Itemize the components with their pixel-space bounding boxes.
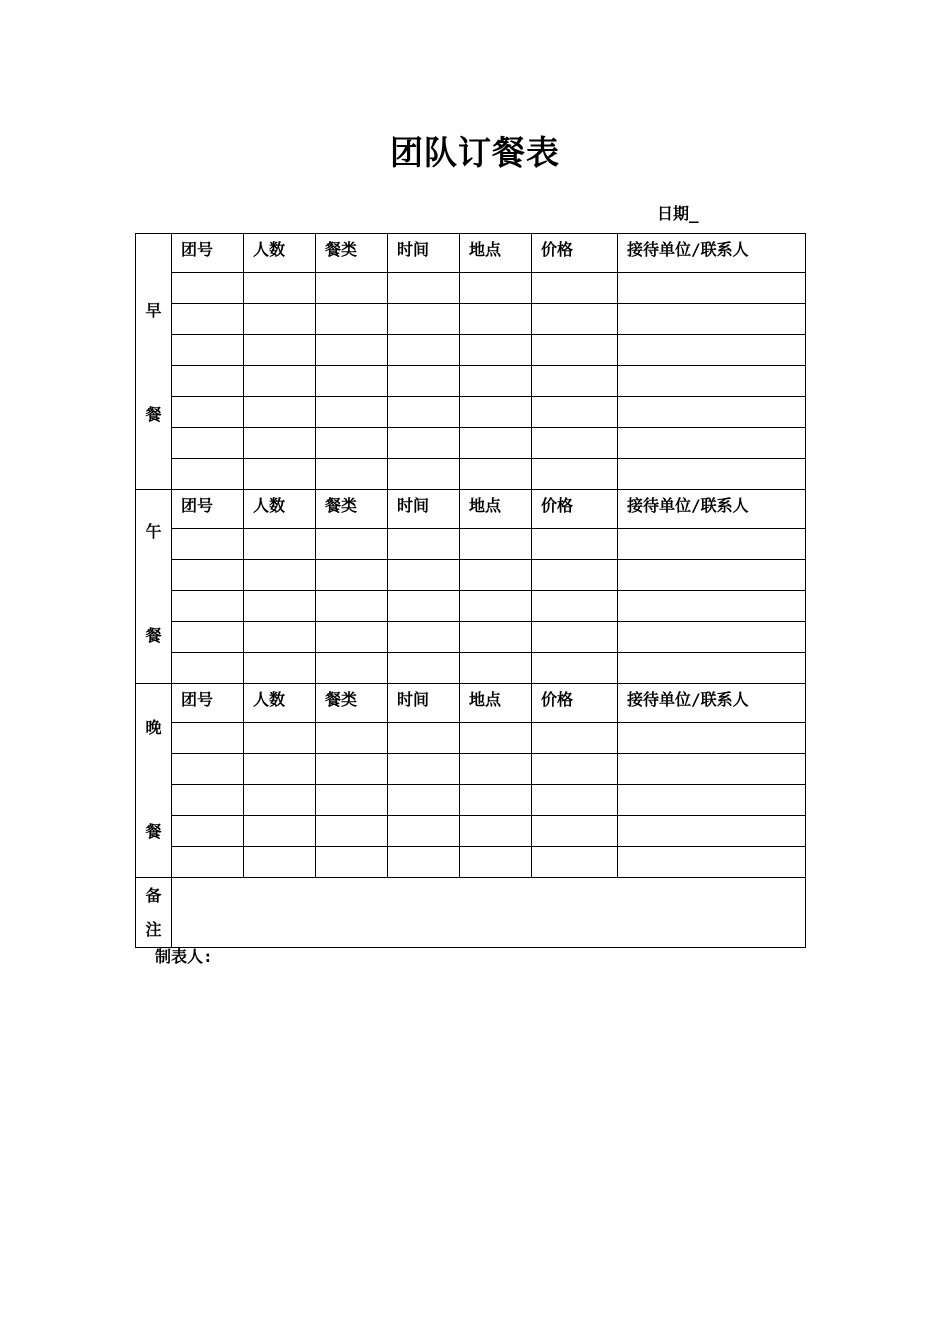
table-cell[interactable] xyxy=(316,273,388,304)
table-cell[interactable] xyxy=(316,622,388,653)
table-cell[interactable] xyxy=(618,754,806,785)
table-cell[interactable] xyxy=(388,304,460,335)
table-row xyxy=(136,653,806,684)
column-header: 地点 xyxy=(460,684,532,723)
table-cell[interactable] xyxy=(388,723,460,754)
table-cell[interactable] xyxy=(532,847,618,878)
table-cell[interactable] xyxy=(388,754,460,785)
table-row xyxy=(136,428,806,459)
column-header: 时间 xyxy=(388,490,460,529)
date-label: 日期_ xyxy=(657,204,699,223)
table-cell[interactable] xyxy=(244,304,316,335)
table-cell[interactable] xyxy=(388,847,460,878)
meal-label-dinner xyxy=(136,684,172,878)
table-cell[interactable] xyxy=(244,816,316,847)
table-cell[interactable] xyxy=(618,459,806,490)
table-cell[interactable] xyxy=(618,816,806,847)
table-cell[interactable] xyxy=(460,428,532,459)
table-cell[interactable] xyxy=(532,529,618,560)
table-row xyxy=(136,335,806,366)
table-cell[interactable] xyxy=(618,653,806,684)
column-header: 餐类 xyxy=(316,234,388,273)
table-cell[interactable] xyxy=(172,273,244,304)
table-row xyxy=(136,785,806,816)
table-cell[interactable] xyxy=(618,304,806,335)
meal-label-top: 晚 xyxy=(145,718,162,737)
table-cell[interactable] xyxy=(532,754,618,785)
column-header: 团号 xyxy=(172,490,244,529)
column-header: 价格 xyxy=(532,490,618,529)
table-cell[interactable] xyxy=(244,591,316,622)
table-cell[interactable] xyxy=(460,816,532,847)
table-cell[interactable] xyxy=(244,529,316,560)
table-cell[interactable] xyxy=(316,785,388,816)
table-cell[interactable] xyxy=(388,459,460,490)
table-cell[interactable] xyxy=(618,560,806,591)
table-cell[interactable] xyxy=(532,273,618,304)
table-cell[interactable] xyxy=(316,723,388,754)
table-cell[interactable] xyxy=(618,273,806,304)
meal-label-top: 早 xyxy=(145,301,162,320)
table-cell[interactable] xyxy=(244,428,316,459)
table-cell[interactable] xyxy=(316,335,388,366)
table-cell[interactable] xyxy=(172,847,244,878)
table-cell[interactable] xyxy=(244,397,316,428)
table-cell[interactable] xyxy=(388,529,460,560)
table-cell[interactable] xyxy=(316,428,388,459)
table-cell[interactable] xyxy=(460,847,532,878)
column-header: 时间 xyxy=(388,234,460,273)
table-cell[interactable] xyxy=(532,366,618,397)
table-cell[interactable] xyxy=(618,785,806,816)
table-cell[interactable] xyxy=(172,723,244,754)
page-title: 团队订餐表 xyxy=(390,133,560,172)
table-cell[interactable] xyxy=(460,754,532,785)
meal-label-bottom: 餐 xyxy=(145,822,162,841)
meal-label-lunch xyxy=(136,490,172,684)
table-row xyxy=(136,304,806,335)
table-cell[interactable] xyxy=(618,428,806,459)
table-cell[interactable] xyxy=(244,622,316,653)
table-row xyxy=(136,273,806,304)
table-row xyxy=(136,459,806,490)
table-cell[interactable] xyxy=(618,335,806,366)
table-cell[interactable] xyxy=(316,816,388,847)
notes-label xyxy=(136,878,172,948)
table-cell[interactable] xyxy=(244,560,316,591)
table-cell[interactable] xyxy=(244,847,316,878)
table-cell[interactable] xyxy=(388,397,460,428)
column-header: 人数 xyxy=(244,490,316,529)
table-cell[interactable] xyxy=(388,560,460,591)
table-cell[interactable] xyxy=(172,304,244,335)
table-cell[interactable] xyxy=(618,529,806,560)
table-cell[interactable] xyxy=(460,560,532,591)
table-cell[interactable] xyxy=(460,366,532,397)
table-cell[interactable] xyxy=(388,366,460,397)
table-cell[interactable] xyxy=(532,723,618,754)
table-cell[interactable] xyxy=(388,622,460,653)
table-cell[interactable] xyxy=(460,459,532,490)
table-cell[interactable] xyxy=(618,366,806,397)
meal-order-table xyxy=(135,233,806,948)
table-cell[interactable] xyxy=(460,653,532,684)
table-cell[interactable] xyxy=(388,273,460,304)
column-header: 人数 xyxy=(244,684,316,723)
column-header: 人数 xyxy=(244,234,316,273)
table-cell[interactable] xyxy=(532,397,618,428)
table-cell[interactable] xyxy=(460,397,532,428)
table-row xyxy=(136,754,806,785)
table-cell[interactable] xyxy=(460,304,532,335)
table-cell[interactable] xyxy=(244,785,316,816)
table-cell[interactable] xyxy=(532,591,618,622)
column-header: 地点 xyxy=(460,490,532,529)
column-header: 价格 xyxy=(532,684,618,723)
table-cell[interactable] xyxy=(388,785,460,816)
table-cell[interactable] xyxy=(460,785,532,816)
table-cell[interactable] xyxy=(388,591,460,622)
table-cell[interactable] xyxy=(172,754,244,785)
table-cell[interactable] xyxy=(388,653,460,684)
table-cell[interactable] xyxy=(316,754,388,785)
table-row xyxy=(136,397,806,428)
table-row xyxy=(136,816,806,847)
table-cell[interactable] xyxy=(532,816,618,847)
table-cell[interactable] xyxy=(460,723,532,754)
table-cell[interactable] xyxy=(172,591,244,622)
table-cell[interactable] xyxy=(172,335,244,366)
meal-label-bottom: 餐 xyxy=(145,405,162,424)
table-cell[interactable] xyxy=(244,366,316,397)
table-cell[interactable] xyxy=(172,816,244,847)
table-cell[interactable] xyxy=(316,560,388,591)
column-header: 接待单位/联系人 xyxy=(618,490,806,529)
section-header-row xyxy=(136,490,806,529)
table-cell[interactable] xyxy=(244,459,316,490)
table-cell[interactable] xyxy=(316,591,388,622)
table-cell[interactable] xyxy=(172,785,244,816)
table-cell[interactable] xyxy=(532,653,618,684)
table-cell[interactable] xyxy=(172,622,244,653)
table-cell[interactable] xyxy=(532,428,618,459)
table-cell[interactable] xyxy=(316,529,388,560)
table-maker-label: 制表人: xyxy=(155,947,213,966)
notes-field[interactable] xyxy=(172,878,806,948)
table-cell[interactable] xyxy=(532,560,618,591)
meal-label-bottom: 餐 xyxy=(145,626,162,645)
column-header: 餐类 xyxy=(316,490,388,529)
table-row xyxy=(136,622,806,653)
column-header: 餐类 xyxy=(316,684,388,723)
table-cell[interactable] xyxy=(316,653,388,684)
table-cell[interactable] xyxy=(532,335,618,366)
table-cell[interactable] xyxy=(532,622,618,653)
column-header: 时间 xyxy=(388,684,460,723)
table-cell[interactable] xyxy=(460,335,532,366)
table-cell[interactable] xyxy=(618,397,806,428)
table-cell[interactable] xyxy=(460,529,532,560)
table-cell[interactable] xyxy=(532,785,618,816)
column-header: 团号 xyxy=(172,684,244,723)
section-header-row xyxy=(136,234,806,273)
table-cell[interactable] xyxy=(172,366,244,397)
table-cell[interactable] xyxy=(460,622,532,653)
table-cell[interactable] xyxy=(532,304,618,335)
table-row xyxy=(136,591,806,622)
table-row xyxy=(136,529,806,560)
table-cell[interactable] xyxy=(388,335,460,366)
table-cell[interactable] xyxy=(618,847,806,878)
table-row xyxy=(136,560,806,591)
table-cell[interactable] xyxy=(244,273,316,304)
table-cell[interactable] xyxy=(172,560,244,591)
section-header-row xyxy=(136,684,806,723)
table-cell[interactable] xyxy=(532,459,618,490)
table-cell[interactable] xyxy=(244,723,316,754)
column-header: 接待单位/联系人 xyxy=(618,234,806,273)
table-cell[interactable] xyxy=(172,459,244,490)
notes-label-bottom: 注 xyxy=(145,920,162,939)
meal-label-breakfast xyxy=(136,234,172,490)
table-cell[interactable] xyxy=(244,653,316,684)
table-cell[interactable] xyxy=(316,397,388,428)
column-header: 团号 xyxy=(172,234,244,273)
table-cell[interactable] xyxy=(618,591,806,622)
table-cell[interactable] xyxy=(316,847,388,878)
table-cell[interactable] xyxy=(316,366,388,397)
column-header: 地点 xyxy=(460,234,532,273)
column-header: 接待单位/联系人 xyxy=(618,684,806,723)
table-cell[interactable] xyxy=(388,428,460,459)
table-cell[interactable] xyxy=(316,304,388,335)
table-cell[interactable] xyxy=(388,816,460,847)
table-cell[interactable] xyxy=(460,273,532,304)
table-body xyxy=(136,234,806,878)
table-row xyxy=(136,847,806,878)
table-cell[interactable] xyxy=(244,335,316,366)
notes-row xyxy=(136,878,806,948)
table-cell[interactable] xyxy=(172,529,244,560)
table-cell[interactable] xyxy=(244,754,316,785)
table-row xyxy=(136,723,806,754)
column-header: 价格 xyxy=(532,234,618,273)
table-cell[interactable] xyxy=(618,723,806,754)
table-cell[interactable] xyxy=(618,622,806,653)
table-cell[interactable] xyxy=(460,591,532,622)
table-cell[interactable] xyxy=(172,653,244,684)
table-cell[interactable] xyxy=(316,459,388,490)
notes-label-top: 备 xyxy=(145,886,162,905)
table-cell[interactable] xyxy=(172,428,244,459)
meal-label-top: 午 xyxy=(145,522,162,541)
table-cell[interactable] xyxy=(172,397,244,428)
table-row xyxy=(136,366,806,397)
